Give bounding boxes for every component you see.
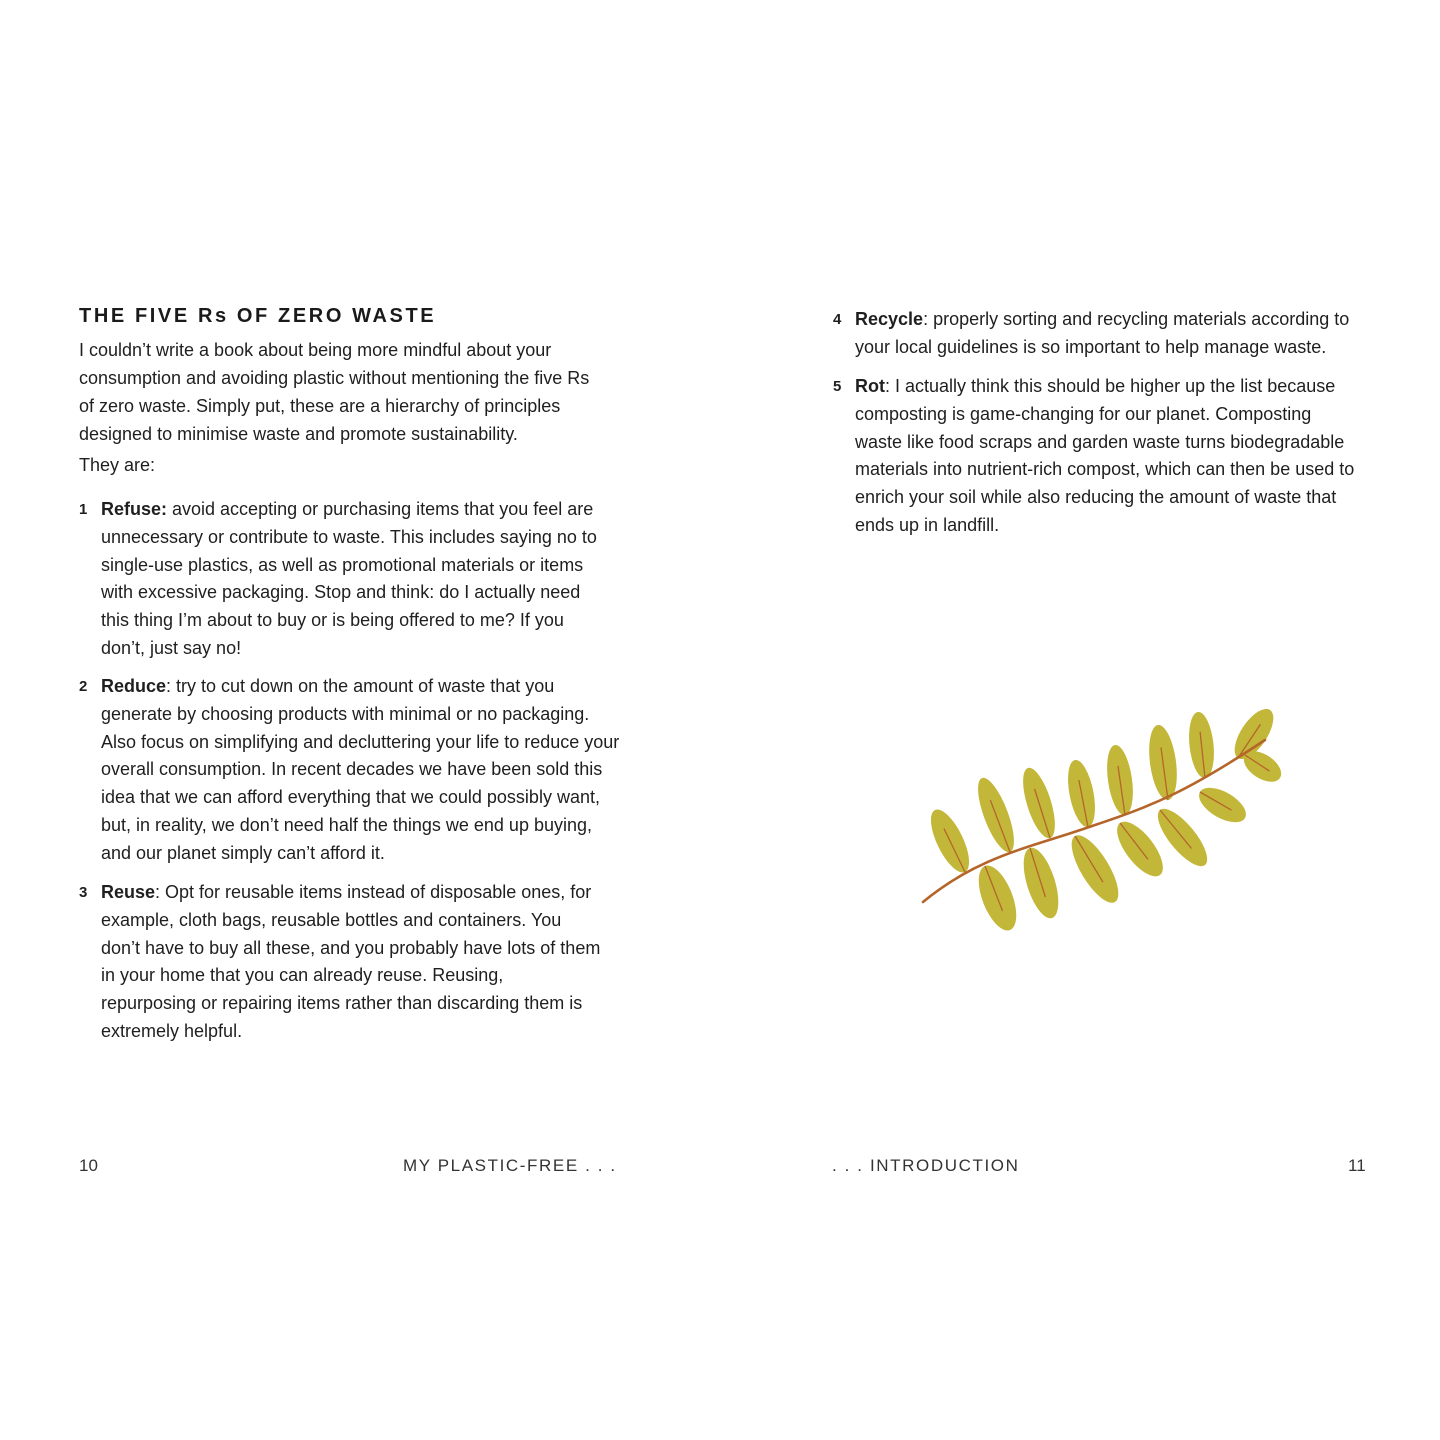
list-item-body — [855, 306, 1355, 362]
they-are-line: They are: — [79, 455, 156, 475]
list-item-body — [101, 673, 621, 868]
list-text: : I actually think this should be higher up the list because composting is game-changing for our planet. Composting waste like food scraps and garden waste turns biodegradable materials into nutrient-rich compost, which can then be used to enrich your soil while also reducing the amount of waste that ends up in landfill. — [855, 376, 1355, 535]
running-title-left: MY PLASTIC-FREE . . . — [403, 1156, 617, 1175]
page-number-right: 11 — [1348, 1156, 1366, 1175]
list-item-body — [101, 879, 601, 1046]
list-number: 3 — [79, 884, 88, 901]
list-text: : try to cut down on the amount of waste that you generate by choosing products with minimal or no packaging. Also focus on simplifying and decluttering your life to reduce your overall consumption. In recent decades we have been sold this idea that we can afford everything that we could possibly want, but, in reality, we don’t need half the things we end up buying, and our planet simply can’t afford it. — [101, 676, 620, 863]
list-number: 2 — [79, 678, 88, 695]
list-number: 5 — [833, 378, 842, 395]
running-title-right: . . . INTRODUCTION — [832, 1156, 1020, 1175]
intro-paragraph: I couldn’t write a book about being more mindful about your consumption and avoiding plastic without mentioning the five Rs of zero waste. Simply put, these are a hierarchy of principles designed to minimise waste and promote sustainability. — [79, 340, 590, 444]
list-text: avoid accepting or purchasing items that you feel are unnecessary or contribute to waste. This includes saying no to single-use plastics, as well as promotional materials or items with excessive packaging. Stop and think: do I actually need this thing I’m about to buy or is being offered to me? If you don’t, just say no! — [101, 499, 597, 658]
right-page — [720, 0, 1440, 1440]
list-item-body — [855, 373, 1355, 540]
list-term: Reuse — [101, 882, 156, 902]
list-term: Reduce — [101, 676, 167, 696]
section-heading: THE FIVE Rs OF ZERO WASTE — [79, 305, 437, 327]
list-number: 1 — [79, 501, 88, 518]
leaf-branch-icon — [920, 700, 1290, 940]
list-term: Rot — [855, 376, 885, 396]
list-number: 4 — [833, 311, 842, 328]
list-term: Recycle — [855, 309, 924, 329]
list-text: : Opt for reusable items instead of disposable ones, for example, cloth bags, reusable bottles and containers. You don’t have to buy all these, and you probably have lots of them in your home that you can already reuse. Reusing, repurposing or repairing items rather than discarding them is extremely helpful. — [101, 882, 601, 1041]
list-item-body — [101, 496, 611, 663]
page-number-left: 10 — [79, 1156, 98, 1175]
list-text: : properly sorting and recycling materials according to your local guidelines is so important to help manage waste. — [855, 309, 1350, 357]
list-term: Refuse: — [101, 499, 168, 519]
